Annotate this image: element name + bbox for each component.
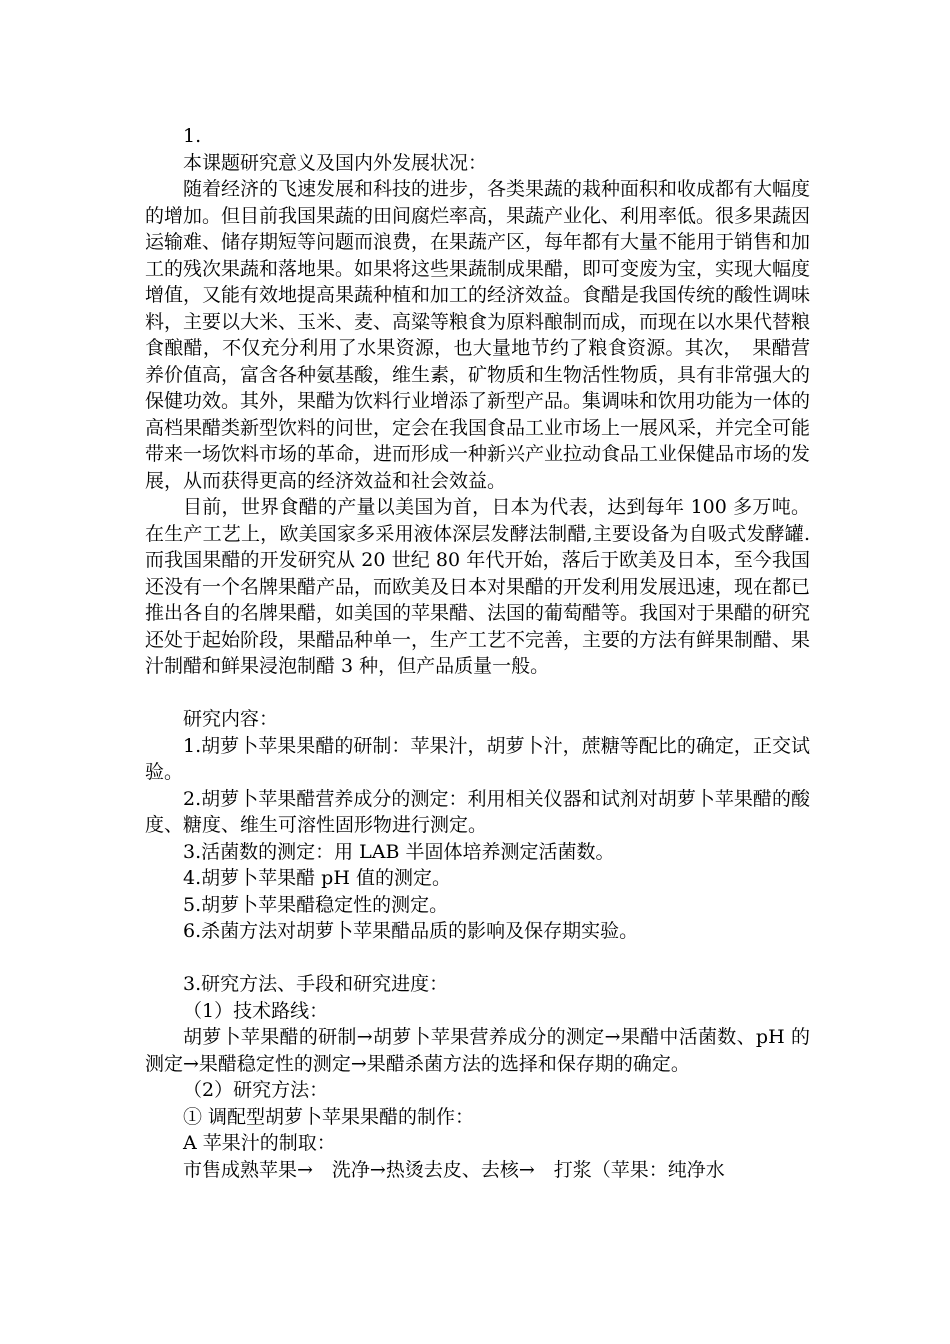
method-step-a: A 苹果汁的制取：: [183, 1132, 336, 1154]
document-page: [145, 123, 810, 1183]
method-step-1: ① 调配型胡萝卜苹果果醋的制作：: [183, 1105, 475, 1128]
content-item: 2.胡萝卜苹果醋营养成分的测定：利用相关仪器和试剂对胡萝卜苹果醋的酸度、糖度、维生可溶性固形物进行测定。: [145, 787, 810, 836]
technical-route-title: （1）技术路线：: [183, 999, 329, 1022]
content-item: 4.胡萝卜苹果醋 pH 值的测定。: [183, 867, 451, 889]
section1-title: 本课题研究意义及国内外发展状况：: [183, 151, 488, 174]
content-item: 5.胡萝卜苹果醋稳定性的测定。: [183, 893, 449, 916]
technical-route-text: 胡萝卜苹果醋的研制→胡萝卜苹果营养成分的测定→果醋中活菌数、pH 的测定→果醋稳定性的测定→果醋杀菌方法的选择和保存期的确定。: [145, 1026, 810, 1075]
content-item: 6.杀菌方法对胡萝卜苹果醋品质的影响及保存期实验。: [183, 920, 639, 942]
paragraph-significance: 随着经济的飞速发展和科技的进步，各类果蔬的栽种面积和收成都有大幅度的增加。但目前我国果蔬的田间腐烂率高，果蔬产业化、利用率低。很多果蔬因运输难、储存期短等问题而浪费，在果蔬产区，每年都有大量不能用于销售和加工的残次果蔬和落地果。如果将这些果蔬制成果醋，即可变废为宝，实现大幅度增值，又能有效地提高果蔬种植和加工的经济效益。食醋是我国传统的酸性调味料，主要以大米、玉米、麦、高粱等粮食为原料酿制而成，而现在以水果代替粮食酿醋，不仅充分利用了水果资源，也大量地节约了粮食资源。其次， 果醋营养价值高，富含各种氨基酸，维生素，矿物质和生物活性物质，具有非常强大的保健功效。其外，果醋为饮料行业增添了新型产品。集调味和饮用功能为一体的高档果醋类新型饮料的问世，定会在我国食品工业市场上一展风采，并完全可能带来一场饮料市场的革命，进而形成一种新兴产业拉动食品工业保健品市场的发展，从而获得更高的经济效益和社会效益。: [145, 178, 811, 492]
spacer: [145, 945, 810, 972]
content-item: 1.胡萝卜苹果果醋的研制：苹果汁，胡萝卜汁，蔗糖等配比的确定，正交试验。: [145, 734, 810, 783]
paragraph-status: 目前，世界食醋的产量以美国为首，日本为代表，达到每年 100 多万吨。在生产工艺上，欧美国家多采用液体深层发酵法制醋,主要设备为自吸式发酵罐.而我国果醋的开发研究从 20 世纪 80 年代开始，落后于欧美及日本，至今我国还没有一个名牌果醋产品，而欧美及日本对果醋的开发利用发展迅速，现在都已推出各自的名牌果醋，如美国的苹果醋、法国的葡萄醋等。我国对于果醋的研究还处于起始阶段，果醋品种单一，生产工艺不完善，主要的方法有鲜果制醋、果汁制醋和鲜果浸泡制醋 3 种，但产品质量一般。: [145, 496, 811, 677]
content-item: 3.活菌数的测定：用 LAB 半固体培养测定活菌数。: [183, 840, 615, 863]
process-flow: 市售成熟苹果→ 洗净→热烫去皮、去核→ 打浆（苹果：纯净水: [183, 1158, 725, 1181]
section3-title: 3.研究方法、手段和研究进度：: [183, 973, 449, 995]
section2-title: 研究内容：: [183, 708, 279, 730]
heading-number: 1.: [183, 125, 202, 147]
spacer: [145, 680, 810, 707]
research-method-title: （2）研究方法：: [183, 1079, 329, 1101]
